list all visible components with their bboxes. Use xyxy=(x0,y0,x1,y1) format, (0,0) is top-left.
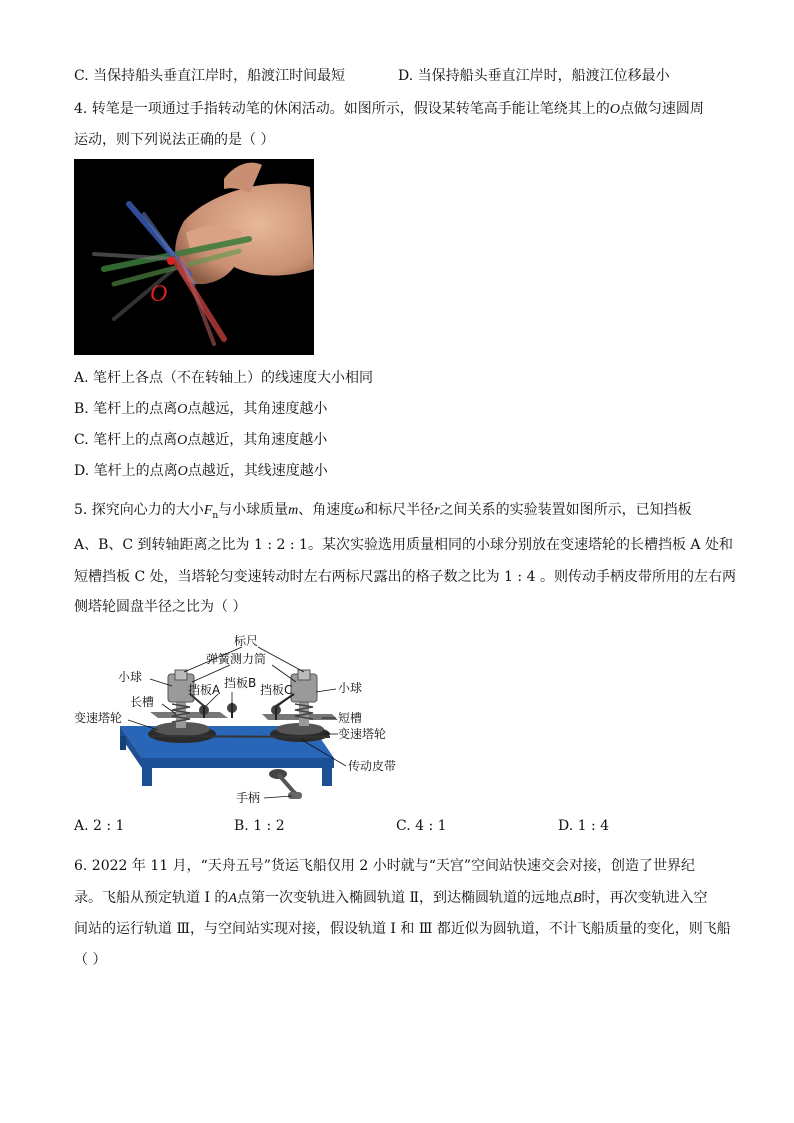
q3-option-c: C. 当保持船头垂直江岸时，船渡江时间最短 xyxy=(74,68,346,84)
q4-stem-line-1: 4. 转笔是一项通过手指转动笔的休闲活动。如图所示，假设某转笔高手能让笔绕其上的O点做匀速圆周 xyxy=(74,101,704,117)
q5-stem-line-1: 5. 探究向心力的大小$F_n$与小球质量m、角速度ω和标尺半径r之间关系的实验装置如图所示，已知挡板 xyxy=(74,502,692,521)
apparatus-illustration xyxy=(72,634,412,810)
pen-spinning-illustration xyxy=(74,159,314,355)
q5-option-b: B. 1 : 2 xyxy=(234,818,285,834)
label-dangban-b: 挡板B xyxy=(224,676,257,690)
q6-stem-line-3: 间站的运行轨道 Ⅲ，与空间站实现对接，假设轨道 Ⅰ 和 Ⅲ 都近似为圆轨道，不计飞船质量的变化，则飞船 xyxy=(74,921,731,937)
label-tanhuang: 弹簧测力筒 xyxy=(206,652,267,666)
label-dangban-a: 挡板A xyxy=(188,683,221,697)
pen-spinning-photo xyxy=(74,159,314,355)
q5-stem-line-3: 短槽挡板 C 处，当塔轮匀变速转动时左右两标尺露出的格子数之比为 1 : 4 。则传动手柄皮带所用的左右两 xyxy=(74,569,736,585)
pivot-point-o xyxy=(167,257,175,265)
q4-option-b: B. 笔杆上的点离O点越远，其角速度越小 xyxy=(74,401,328,417)
q5-stem-line-4: 侧塔轮圆盘半径之比为（ ） xyxy=(74,599,247,615)
q4-option-a: A. 笔杆上各点（不在转轴上）的线速度大小相同 xyxy=(74,370,374,386)
q5-stem-line-2: A、B、C 到转轴距离之比为 1 : 2 : 1。某次实验选用质量相同的小球分别放在变速塔轮的长槽挡板 A 处和 xyxy=(74,537,733,553)
centripetal-force-apparatus-diagram xyxy=(72,634,412,810)
label-dangban-c: 挡板C xyxy=(260,683,293,697)
label-shoubing: 手柄 xyxy=(236,791,261,805)
label-xiaoqiu-right: 小球 xyxy=(338,681,363,695)
q4-stem-line-2: 运动，则下列说法正确的是（ ） xyxy=(74,132,275,148)
q4-option-c: C. 笔杆上的点离O点越近，其角速度越小 xyxy=(74,432,328,448)
q5-option-d: D. 1 : 4 xyxy=(558,818,610,834)
q4-option-d: D. 笔杆上的点离O点越近，其线速度越小 xyxy=(74,463,328,479)
q6-stem-line-1: 6. 2022 年 11 月，“天舟五号”货运飞船仅用 2 小时就与“天宫”空间站快速交会对接，创造了世界纪 xyxy=(74,858,696,874)
photo-label-o: O xyxy=(150,281,168,307)
q5-option-a: A. 2 : 1 xyxy=(74,818,125,834)
q6-stem-line-2: 录。飞船从预定轨道 Ⅰ 的A点第一次变轨进入椭圆轨道 Ⅱ，到达椭圆轨道的远地点B时，再次变轨进入空 xyxy=(74,890,708,906)
label-changcao: 长槽 xyxy=(130,695,155,709)
label-biaochi: 标尺 xyxy=(234,634,259,648)
label-biansu-right: 变速塔轮 xyxy=(338,727,387,741)
q3-option-d: D. 当保持船头垂直江岸时，船渡江位移最小 xyxy=(398,68,670,84)
q5-option-c: C. 4 : 1 xyxy=(396,818,447,834)
label-xiaoqiu-left: 小球 xyxy=(118,670,143,684)
label-biansu-left: 变速塔轮 xyxy=(74,711,123,725)
label-pidai: 传动皮带 xyxy=(348,759,397,773)
q6-stem-line-4: （ ） xyxy=(74,952,107,968)
label-duancao: 短槽 xyxy=(338,711,363,725)
